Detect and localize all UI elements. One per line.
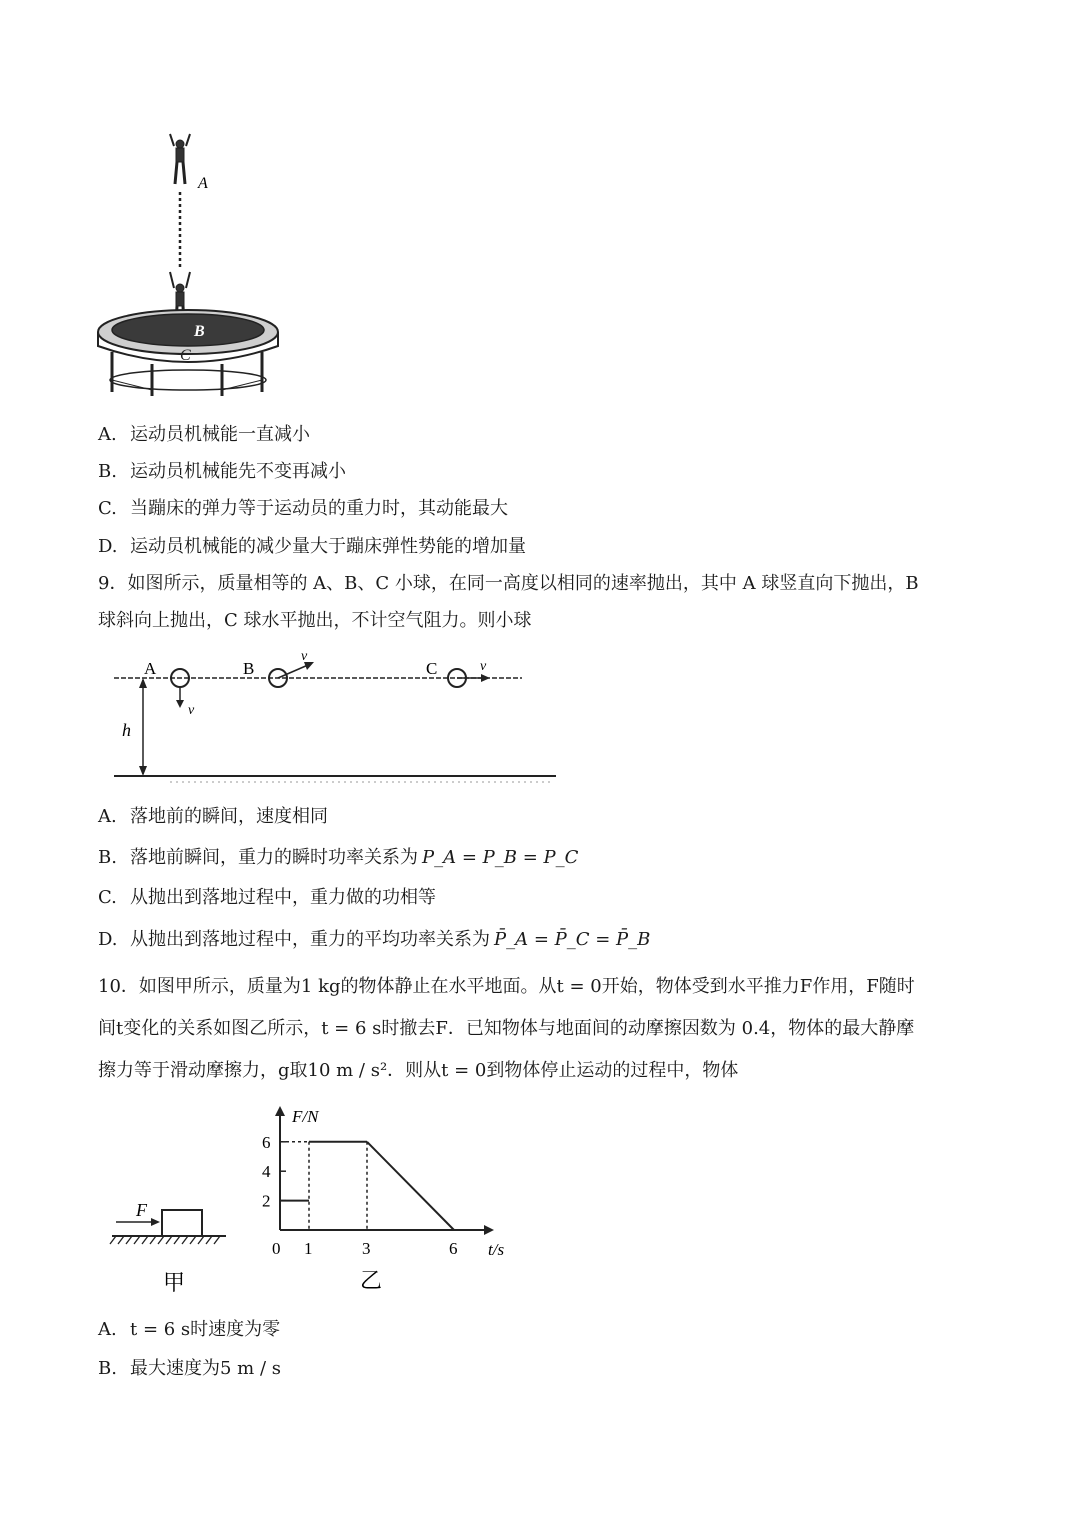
label-h: h <box>122 720 131 740</box>
q8-option-c <box>98 497 508 521</box>
q8-option-b <box>98 460 346 484</box>
caption-yi: 乙 <box>360 1268 383 1293</box>
option-text: 运动员机械能一直减小 <box>130 424 310 445</box>
option-text: 运动员机械能的减少量大于蹦床弹性势能的增加量 <box>130 536 526 557</box>
x-tick-label-1: 1 <box>304 1239 313 1258</box>
label-v-c: v <box>480 659 487 674</box>
q9-option-c <box>98 886 436 910</box>
option-label: A. <box>98 1319 117 1340</box>
label-ball-a: A <box>144 659 157 678</box>
x-tick-label-3: 3 <box>362 1239 371 1258</box>
option-label: D. <box>98 536 118 557</box>
option-label: A. <box>98 424 117 445</box>
label-a: A <box>198 175 208 192</box>
q9-stem-line1: 9．如图所示，质量相等的 A、B、C 小球，在同一高度以相同的速率抛出，其中 A 球竖直向下抛出，B <box>98 573 919 594</box>
option-text: 落地前瞬间，重力的瞬时功率关系为 <box>130 847 418 868</box>
label-v-a: v <box>188 703 195 718</box>
formula-power-equal: P_A = P_B = P_C <box>422 847 579 868</box>
option-text: 当蹦床的弹力等于运动员的重力时，其动能最大 <box>130 498 508 519</box>
option-text: 运动员机械能先不变再减小 <box>130 461 346 482</box>
option-label: B. <box>98 847 117 868</box>
option-label: B. <box>98 1358 117 1379</box>
jumper-top-icon <box>170 134 190 184</box>
label-v-b: v <box>301 649 308 664</box>
option-label: A. <box>98 806 117 827</box>
label-ball-c: C <box>426 659 438 678</box>
block-icon <box>162 1210 202 1236</box>
projectile-figure <box>110 648 560 793</box>
caption-jia: 甲 <box>163 1270 186 1295</box>
label-b: B <box>194 323 205 340</box>
q9-option-a <box>98 805 328 829</box>
x-tick-label-6: 6 <box>449 1239 458 1258</box>
q9-option-d <box>98 928 650 952</box>
x-axis-label: t/s <box>488 1240 505 1259</box>
q10-stem-line3: 擦力等于滑动摩擦力，g取10 m / s²．则从t = 0到物体停止运动的过程中，物体 <box>98 1060 739 1081</box>
label-ball-b: B <box>243 659 255 678</box>
option-text: 最大速度为5 m / s <box>130 1358 281 1379</box>
trampoline-figure <box>90 130 290 400</box>
option-text: t = 6 s时速度为零 <box>130 1319 281 1340</box>
y-tick-label-6: 6 <box>262 1132 271 1152</box>
y-tick-label-2: 2 <box>262 1191 271 1211</box>
option-label: C. <box>98 498 117 519</box>
q10-stem-line2: 间t变化的关系如图乙所示，t = 6 s时撤去F．已知物体与地面间的动摩擦因数为 0.4，物体的最大静摩 <box>98 1018 915 1039</box>
y-axis-arrow <box>275 1106 285 1116</box>
label-c: C <box>180 347 191 364</box>
series-segment-3 <box>367 1142 454 1230</box>
x-axis-arrow <box>484 1225 494 1235</box>
formula-avg-power: P̄_A = P̄_C = P̄_B <box>494 929 651 950</box>
option-label: B. <box>98 461 117 482</box>
q8-option-d <box>98 535 526 559</box>
q10-option-b <box>98 1357 281 1381</box>
force-time-chart <box>248 1100 518 1300</box>
option-text: 落地前的瞬间，速度相同 <box>130 806 328 827</box>
label-force-f: F <box>136 1200 147 1220</box>
option-text: 从抛出到落地过程中，重力的平均功率关系为 <box>130 929 490 950</box>
q10-option-a <box>98 1318 280 1342</box>
q9-stem-line2: 球斜向上抛出，C 球水平抛出，不计空气阻力。则小球 <box>98 610 532 631</box>
q10-stem-line1: 10．如图甲所示，质量为1 kg的物体静止在水平地面。从t = 0开始，物体受到水平推力F作用，F随时 <box>98 976 915 997</box>
option-label: D. <box>98 929 118 950</box>
block-figure <box>108 1198 238 1298</box>
q8-option-a <box>98 423 310 447</box>
x-tick-label-0: 0 <box>272 1239 281 1258</box>
option-label: C. <box>98 887 117 908</box>
y-axis-label: F/N <box>292 1107 319 1126</box>
q9-option-b <box>98 846 578 870</box>
option-text: 从抛出到落地过程中，重力做的功相等 <box>130 887 436 908</box>
y-tick-label-4: 4 <box>262 1162 271 1182</box>
